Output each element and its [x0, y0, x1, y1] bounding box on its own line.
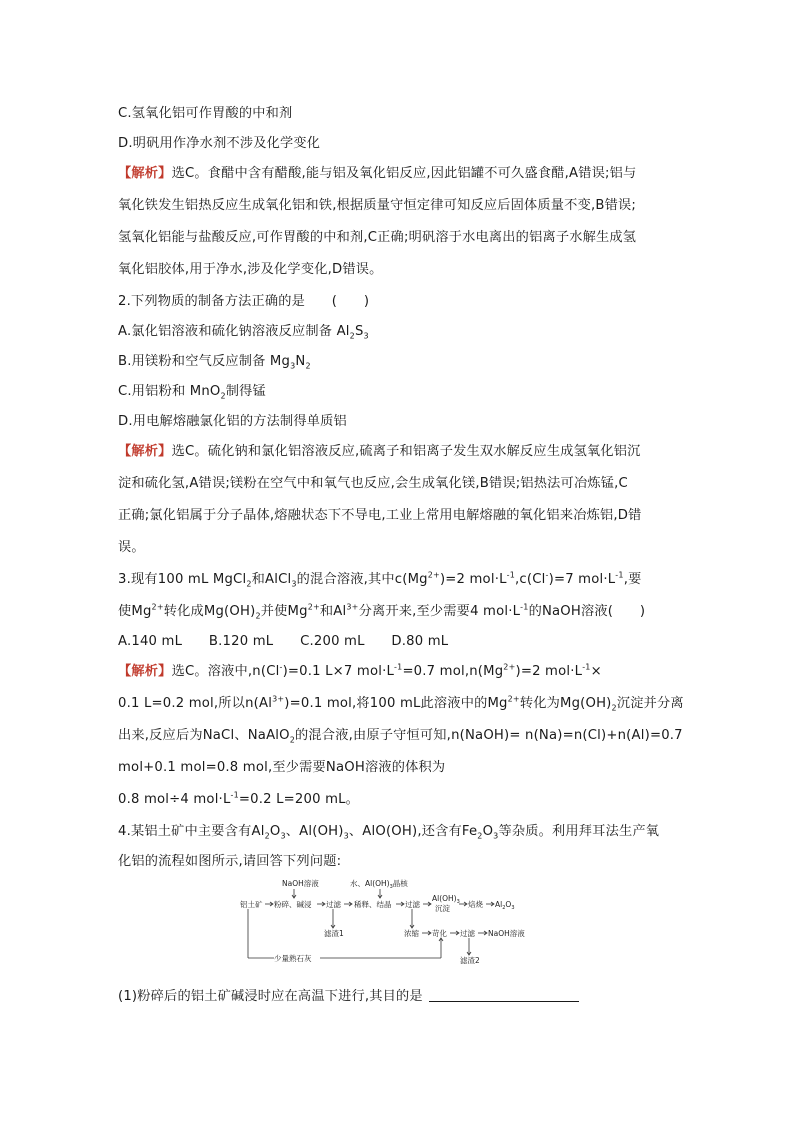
- question-3-line2: 使$Mg^{2+}$转化成$Mg(OH)_2$并使$Mg^{2+}$和$Al^{3+}$分离开来,至少需要4 $mol\cdot L^{-1}$的NaOH溶液( ): [118, 602, 646, 621]
- flow-filter-1: 过滤: [326, 900, 341, 909]
- flow-naoh-output: NaOH溶液: [488, 929, 525, 938]
- flow-residue-1: 滤渣1: [324, 929, 344, 938]
- explanation-1-line2: 氧化铁发生铝热反应生成氧化铝和铁,根据质量守恒定律可知反应后固体质量不变,B错误;: [118, 198, 637, 213]
- flow-seed-input: 水、$Al(OH)_3$晶核: [350, 879, 408, 890]
- option-c: C.氢氧化铝可作胃酸的中和剂: [118, 106, 293, 121]
- question-4: 4.某铝土矿中主要含有$Al_2O_3$、$Al(OH)_3$、AlO(OH),还含有$Fe_2O_3$等杂质。利用拜耳法生产氧: [118, 824, 660, 841]
- explanation-2-line2: 淀和硫化氢,A错误;镁粉在空气中和氧气也反应,会生成氧化镁,B错误;铝热法可冶炼锰,C: [118, 476, 628, 491]
- explanation-3-line2: 0.1 L=0.2 mol,所以$n(Al^{3+})=0.1$ mol,将100 mL此溶液中的$Mg^{2+}$转化为$Mg(OH)_2$沉淀并分离: [118, 694, 684, 713]
- flow-dilute: 稀释、结晶: [354, 900, 392, 909]
- process-flow-diagram: [238, 878, 558, 970]
- option-d: D.明矾用作净水剂不涉及化学变化: [118, 136, 321, 151]
- question-3: 3.现有100 mL MgCl$_2$和AlCl$_3$的混合溶液,其中$c(Mg^{2+})=2$ $mol\cdot L^{-1},c(Cl^-)=7$ $mol\cdot L^{-1}$,要: [118, 570, 642, 589]
- flow-causticize: 苛化: [432, 929, 447, 938]
- flow-ore: 铝土矿: [240, 900, 263, 909]
- flow-crush: 粉碎、碱浸: [274, 900, 312, 909]
- flow-roast: 焙烧: [468, 900, 483, 909]
- explanation-1-line3: 氢氧化铝能与盐酸反应,可作胃酸的中和剂,C正确;明矾溶于水电离出的铝离子水解生成氢: [118, 230, 637, 245]
- explanation-2-line3: 正确;氯化铝属于分子晶体,熔融状态下不导电,工业上常用电解熔融的氧化铝来冶炼铝,D错: [118, 508, 642, 523]
- flow-precipitate: 沉淀: [435, 904, 450, 913]
- flow-concentrate: 浓缩: [404, 929, 419, 938]
- explanation-3: 【解析】选C。溶液中,n(Cl-)=0.1 L×7 $mol\cdot L^{-1}=0.7$ $mol,n(Mg^{2+})=2$ $mol\cdot L^{-1}\times$: [118, 662, 602, 679]
- q2-option-a: A.氯化铝溶液和硫化钠溶液反应制备 $Al_2S_3$: [118, 324, 369, 341]
- flow-naoh-input: NaOH溶液: [282, 879, 319, 888]
- analysis-tag: 【解析】: [118, 166, 172, 181]
- q2-option-b: B.用镁粉和空气反应制备 $Mg_3N_2$: [118, 354, 311, 371]
- flow-lime: 少量熟石灰: [274, 954, 312, 963]
- explanation-1-line4: 氧化铝胶体,用于净水,涉及化学变化,D错误。: [118, 262, 383, 277]
- explanation-2-line4: 误。: [118, 540, 145, 555]
- question-2: 2.下列物质的制备方法正确的是 ( ): [118, 294, 370, 309]
- q2-option-d: D.用电解熔融氯化铝的方法制得单质铝: [118, 414, 347, 429]
- explanation-2: 【解析】选C。硫化钠和氯化铝溶液反应,硫离子和铝离子发生双水解反应生成氢氧化铝沉: [118, 444, 641, 459]
- q3-options: A.140 mL B.120 mL C.200 mL D.80 mL: [118, 634, 449, 649]
- answer-blank[interactable]: [429, 987, 579, 1002]
- flow-product: $Al_2O_3$: [495, 900, 515, 911]
- explanation-3-line3: 出来,反应后为NaCl、NaAlO$_2$的混合液,由原子守恒可知,n(NaOH)= n(Na)=n(Cl)+n(Al)=0.7: [118, 728, 683, 745]
- flow-aloh: $Al(OH)_3$: [432, 894, 460, 905]
- flow-filter-2: 过滤: [405, 900, 420, 909]
- question-4-part-1: (1)粉碎后的铝土矿碱浸时应在高温下进行,其目的是: [118, 987, 579, 1007]
- explanation-3-line4: mol+0.1 mol=0.8 mol,至少需要NaOH溶液的体积为: [118, 760, 446, 775]
- flow-residue-2: 滤渣2: [460, 956, 480, 965]
- question-4-line2: 化铝的流程如图所示,请回答下列问题:: [118, 854, 342, 869]
- q2-option-c: C.用铝粉和 MnO$_2$制得锰: [118, 384, 266, 401]
- explanation-1: 【解析】选C。食醋中含有醋酸,能与铝及氧化铝反应,因此铝罐不可久盛食醋,A错误;铝与: [118, 166, 637, 181]
- explanation-3-line5: 0.8 mol÷4 $mol\cdot L^{-1}=0.2$ L=200 mL。: [118, 790, 360, 807]
- flow-filter-3: 过滤: [460, 929, 475, 938]
